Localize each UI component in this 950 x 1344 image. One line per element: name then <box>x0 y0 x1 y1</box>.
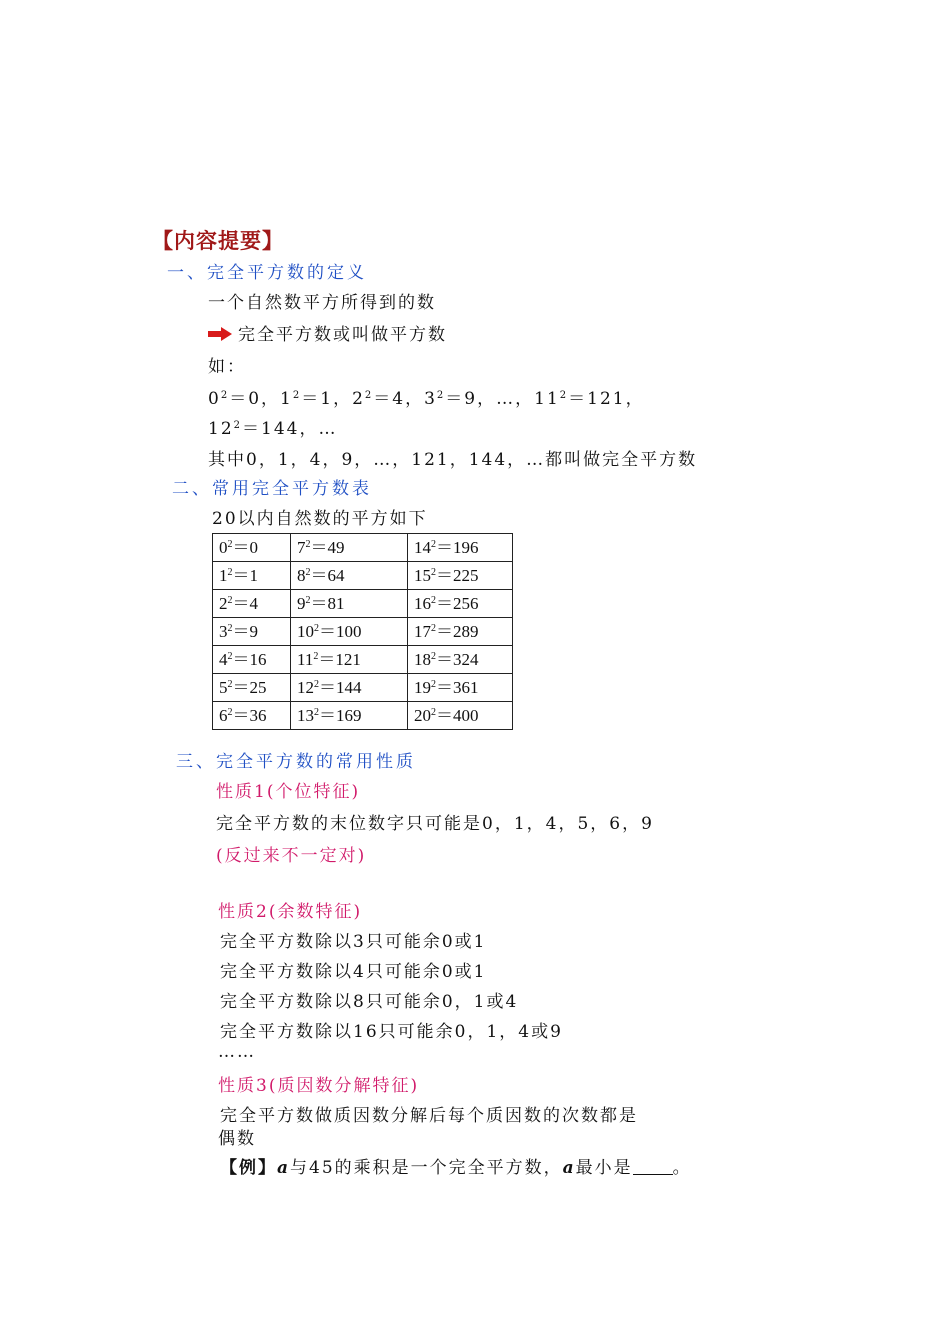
example-tag: 【例】 <box>220 1158 277 1178</box>
square-base: 6 <box>219 706 228 725</box>
square-exponent: 2 <box>292 390 302 401</box>
separator: ， <box>515 389 535 409</box>
square-base: 18 <box>414 650 431 669</box>
separator: ， <box>261 389 281 409</box>
property-2-line: 完全平方数除以8只可能余0，1或4 <box>220 992 519 1012</box>
square-example <box>534 389 644 409</box>
square-value: ＝225 <box>436 566 479 585</box>
table-cell <box>408 674 513 702</box>
table-cell <box>213 702 291 730</box>
square-exponent: 2 <box>436 390 446 401</box>
square-exponent: 2 <box>313 651 319 662</box>
square-base: 9 <box>297 594 306 613</box>
example-intro: 如： <box>208 357 246 377</box>
example-end: 。 <box>672 1158 692 1178</box>
table-cell <box>408 562 513 590</box>
square-exponent: 2 <box>431 679 436 690</box>
table-cell <box>213 590 291 618</box>
square-base: 0 <box>219 538 228 557</box>
table-cell <box>408 590 513 618</box>
square-base: 20 <box>414 706 431 725</box>
square-base: 1 <box>280 389 293 409</box>
square-exponent: 2 <box>227 623 233 634</box>
property-2-line: 完全平方数除以16只可能余0，1，4或9 <box>220 1022 563 1042</box>
square-value: ＝1 <box>232 566 258 585</box>
property-1-text: 完全平方数的末位数字只可能是0，1，4，5，6，9 <box>216 814 654 834</box>
table-cell <box>408 618 513 646</box>
square-value: ＝0 <box>232 538 258 557</box>
square-value: ＝289 <box>436 622 479 641</box>
table-cell <box>213 562 291 590</box>
square-value: ＝256 <box>436 594 479 613</box>
square-base: 2 <box>352 389 365 409</box>
table-cell <box>213 646 291 674</box>
table-cell <box>213 618 291 646</box>
table-row <box>213 618 513 646</box>
square-value: ＝0 <box>229 389 262 409</box>
table-cell <box>291 646 408 674</box>
table-cell <box>408 702 513 730</box>
table-cell <box>213 534 291 562</box>
square-base: 19 <box>414 678 431 697</box>
definition-line: 一个自然数平方所得到的数 <box>208 293 436 313</box>
separator: ， <box>333 389 353 409</box>
definition-alias-text: 完全平方数或叫做平方数 <box>238 325 447 345</box>
square-example <box>496 389 534 409</box>
property-3-title: 性质3(质因数分解特征) <box>218 1076 420 1096</box>
example-text: 最小是 <box>575 1158 633 1178</box>
square-base: 16 <box>414 594 431 613</box>
square-exponent: 2 <box>431 651 436 662</box>
square-exponent: 2 <box>314 707 319 718</box>
table-row <box>213 534 513 562</box>
square-example <box>280 389 352 409</box>
square-exponent: 2 <box>220 390 230 401</box>
square-exponent: 2 <box>227 651 233 662</box>
property-2-ellipsis: …… <box>218 1042 256 1062</box>
table-cell <box>213 674 291 702</box>
square-base: 3 <box>424 389 437 409</box>
examples-row-2 <box>208 414 337 439</box>
square-value: ＝144 <box>242 419 300 439</box>
square-exponent: 2 <box>227 595 233 606</box>
answer-blank[interactable] <box>633 1160 673 1175</box>
property-2-line: 完全平方数除以3只可能余0或1 <box>220 932 487 952</box>
property-3-line: 偶数 <box>218 1129 256 1149</box>
square-base: 4 <box>219 650 228 669</box>
square-exponent: 2 <box>227 567 233 578</box>
square-exponent: 2 <box>305 567 311 578</box>
square-value: ＝361 <box>436 678 479 697</box>
square-base: 15 <box>414 566 431 585</box>
square-base: 1 <box>219 566 228 585</box>
square-value: ＝9 <box>445 389 478 409</box>
square-value: ＝9 <box>232 622 258 641</box>
square-exponent: 2 <box>431 595 436 606</box>
square-value: ＝169 <box>319 706 362 725</box>
square-exponent: 2 <box>431 567 436 578</box>
table-row <box>213 702 513 730</box>
table-cell <box>291 618 408 646</box>
property-1-note: (反过来不一定对) <box>216 846 367 866</box>
table-row <box>213 674 513 702</box>
square-value: ＝144 <box>319 678 362 697</box>
red-arrow-icon <box>208 327 232 341</box>
square-value: ＝400 <box>436 706 479 725</box>
square-base: 3 <box>219 622 228 641</box>
property-3-line: 完全平方数做质因数分解后每个质因数的次数都是 <box>220 1106 638 1126</box>
variable-a: a <box>562 1158 576 1178</box>
square-exponent: 2 <box>431 623 436 634</box>
square-base: … <box>318 419 338 439</box>
square-value: ＝16 <box>232 650 267 669</box>
square-value: ＝1 <box>301 389 334 409</box>
definition-alias-line <box>208 320 447 345</box>
square-value: ＝121 <box>318 650 361 669</box>
table-cell <box>408 534 513 562</box>
page-heading: 【内容提要】 <box>152 228 284 253</box>
square-base: 17 <box>414 622 431 641</box>
table-cell <box>291 534 408 562</box>
square-example <box>318 419 337 439</box>
section-title-table: 二、常用完全平方数表 <box>172 479 372 499</box>
square-example <box>208 419 318 439</box>
square-exponent: 2 <box>233 420 243 431</box>
section-title-properties: 三、完全平方数的常用性质 <box>176 752 416 772</box>
square-exponent: 2 <box>227 539 233 550</box>
square-base: 2 <box>219 594 228 613</box>
square-base: 12 <box>208 419 234 439</box>
examples-row-1 <box>208 384 645 409</box>
table-cell <box>291 702 408 730</box>
square-base: … <box>496 389 516 409</box>
square-value: ＝49 <box>310 538 345 557</box>
square-base: 11 <box>534 389 560 409</box>
square-example <box>208 389 280 409</box>
separator: ， <box>299 419 319 439</box>
property-2-title: 性质2(余数特征) <box>218 902 363 922</box>
square-base: 0 <box>208 389 221 409</box>
square-base: 11 <box>297 650 314 669</box>
square-base: 14 <box>414 538 431 557</box>
square-exponent: 2 <box>305 539 311 550</box>
variable-a: a <box>277 1158 291 1178</box>
table-caption: 20以内自然数的平方如下 <box>212 509 428 529</box>
square-base: 12 <box>297 678 314 697</box>
square-exponent: 2 <box>431 707 436 718</box>
square-exponent: 2 <box>227 707 233 718</box>
table-cell <box>291 562 408 590</box>
separator: ， <box>625 389 645 409</box>
separator: ， <box>477 389 497 409</box>
table-cell <box>291 674 408 702</box>
table-row <box>213 590 513 618</box>
square-exponent: 2 <box>227 679 233 690</box>
square-value: ＝81 <box>310 594 345 613</box>
square-exponent: 2 <box>431 539 436 550</box>
square-example <box>424 389 496 409</box>
square-value: ＝324 <box>436 650 479 669</box>
section-title-definition: 一、完全平方数的定义 <box>167 263 367 283</box>
example-text: 与45的乘积是一个完全平方数， <box>290 1158 563 1178</box>
square-exponent: 2 <box>314 623 319 634</box>
square-value: ＝64 <box>310 566 345 585</box>
property-1-title: 性质1(个位特征) <box>216 782 361 802</box>
square-value: ＝121 <box>568 389 626 409</box>
property-2-line: 完全平方数除以4只可能余0或1 <box>220 962 487 982</box>
square-example <box>352 389 424 409</box>
square-base: 8 <box>297 566 306 585</box>
square-value: ＝4 <box>373 389 406 409</box>
square-exponent: 2 <box>559 390 569 401</box>
table-row <box>213 562 513 590</box>
example-question <box>220 1153 692 1178</box>
squares-table <box>212 533 513 730</box>
square-base: 10 <box>297 622 314 641</box>
separator: ， <box>405 389 425 409</box>
square-value: ＝100 <box>319 622 362 641</box>
square-exponent: 2 <box>314 679 319 690</box>
square-base: 7 <box>297 538 306 557</box>
square-value: ＝4 <box>232 594 258 613</box>
definition-conclusion: 其中0，1，4，9，…，121，144，…都叫做完全平方数 <box>208 450 698 470</box>
square-base: 13 <box>297 706 314 725</box>
square-value: ＝196 <box>436 538 479 557</box>
table-cell <box>408 646 513 674</box>
table-cell <box>291 590 408 618</box>
square-base: 5 <box>219 678 228 697</box>
square-value: ＝36 <box>232 706 267 725</box>
square-exponent: 2 <box>305 595 311 606</box>
table-row <box>213 646 513 674</box>
square-value: ＝25 <box>232 678 267 697</box>
square-exponent: 2 <box>364 390 374 401</box>
